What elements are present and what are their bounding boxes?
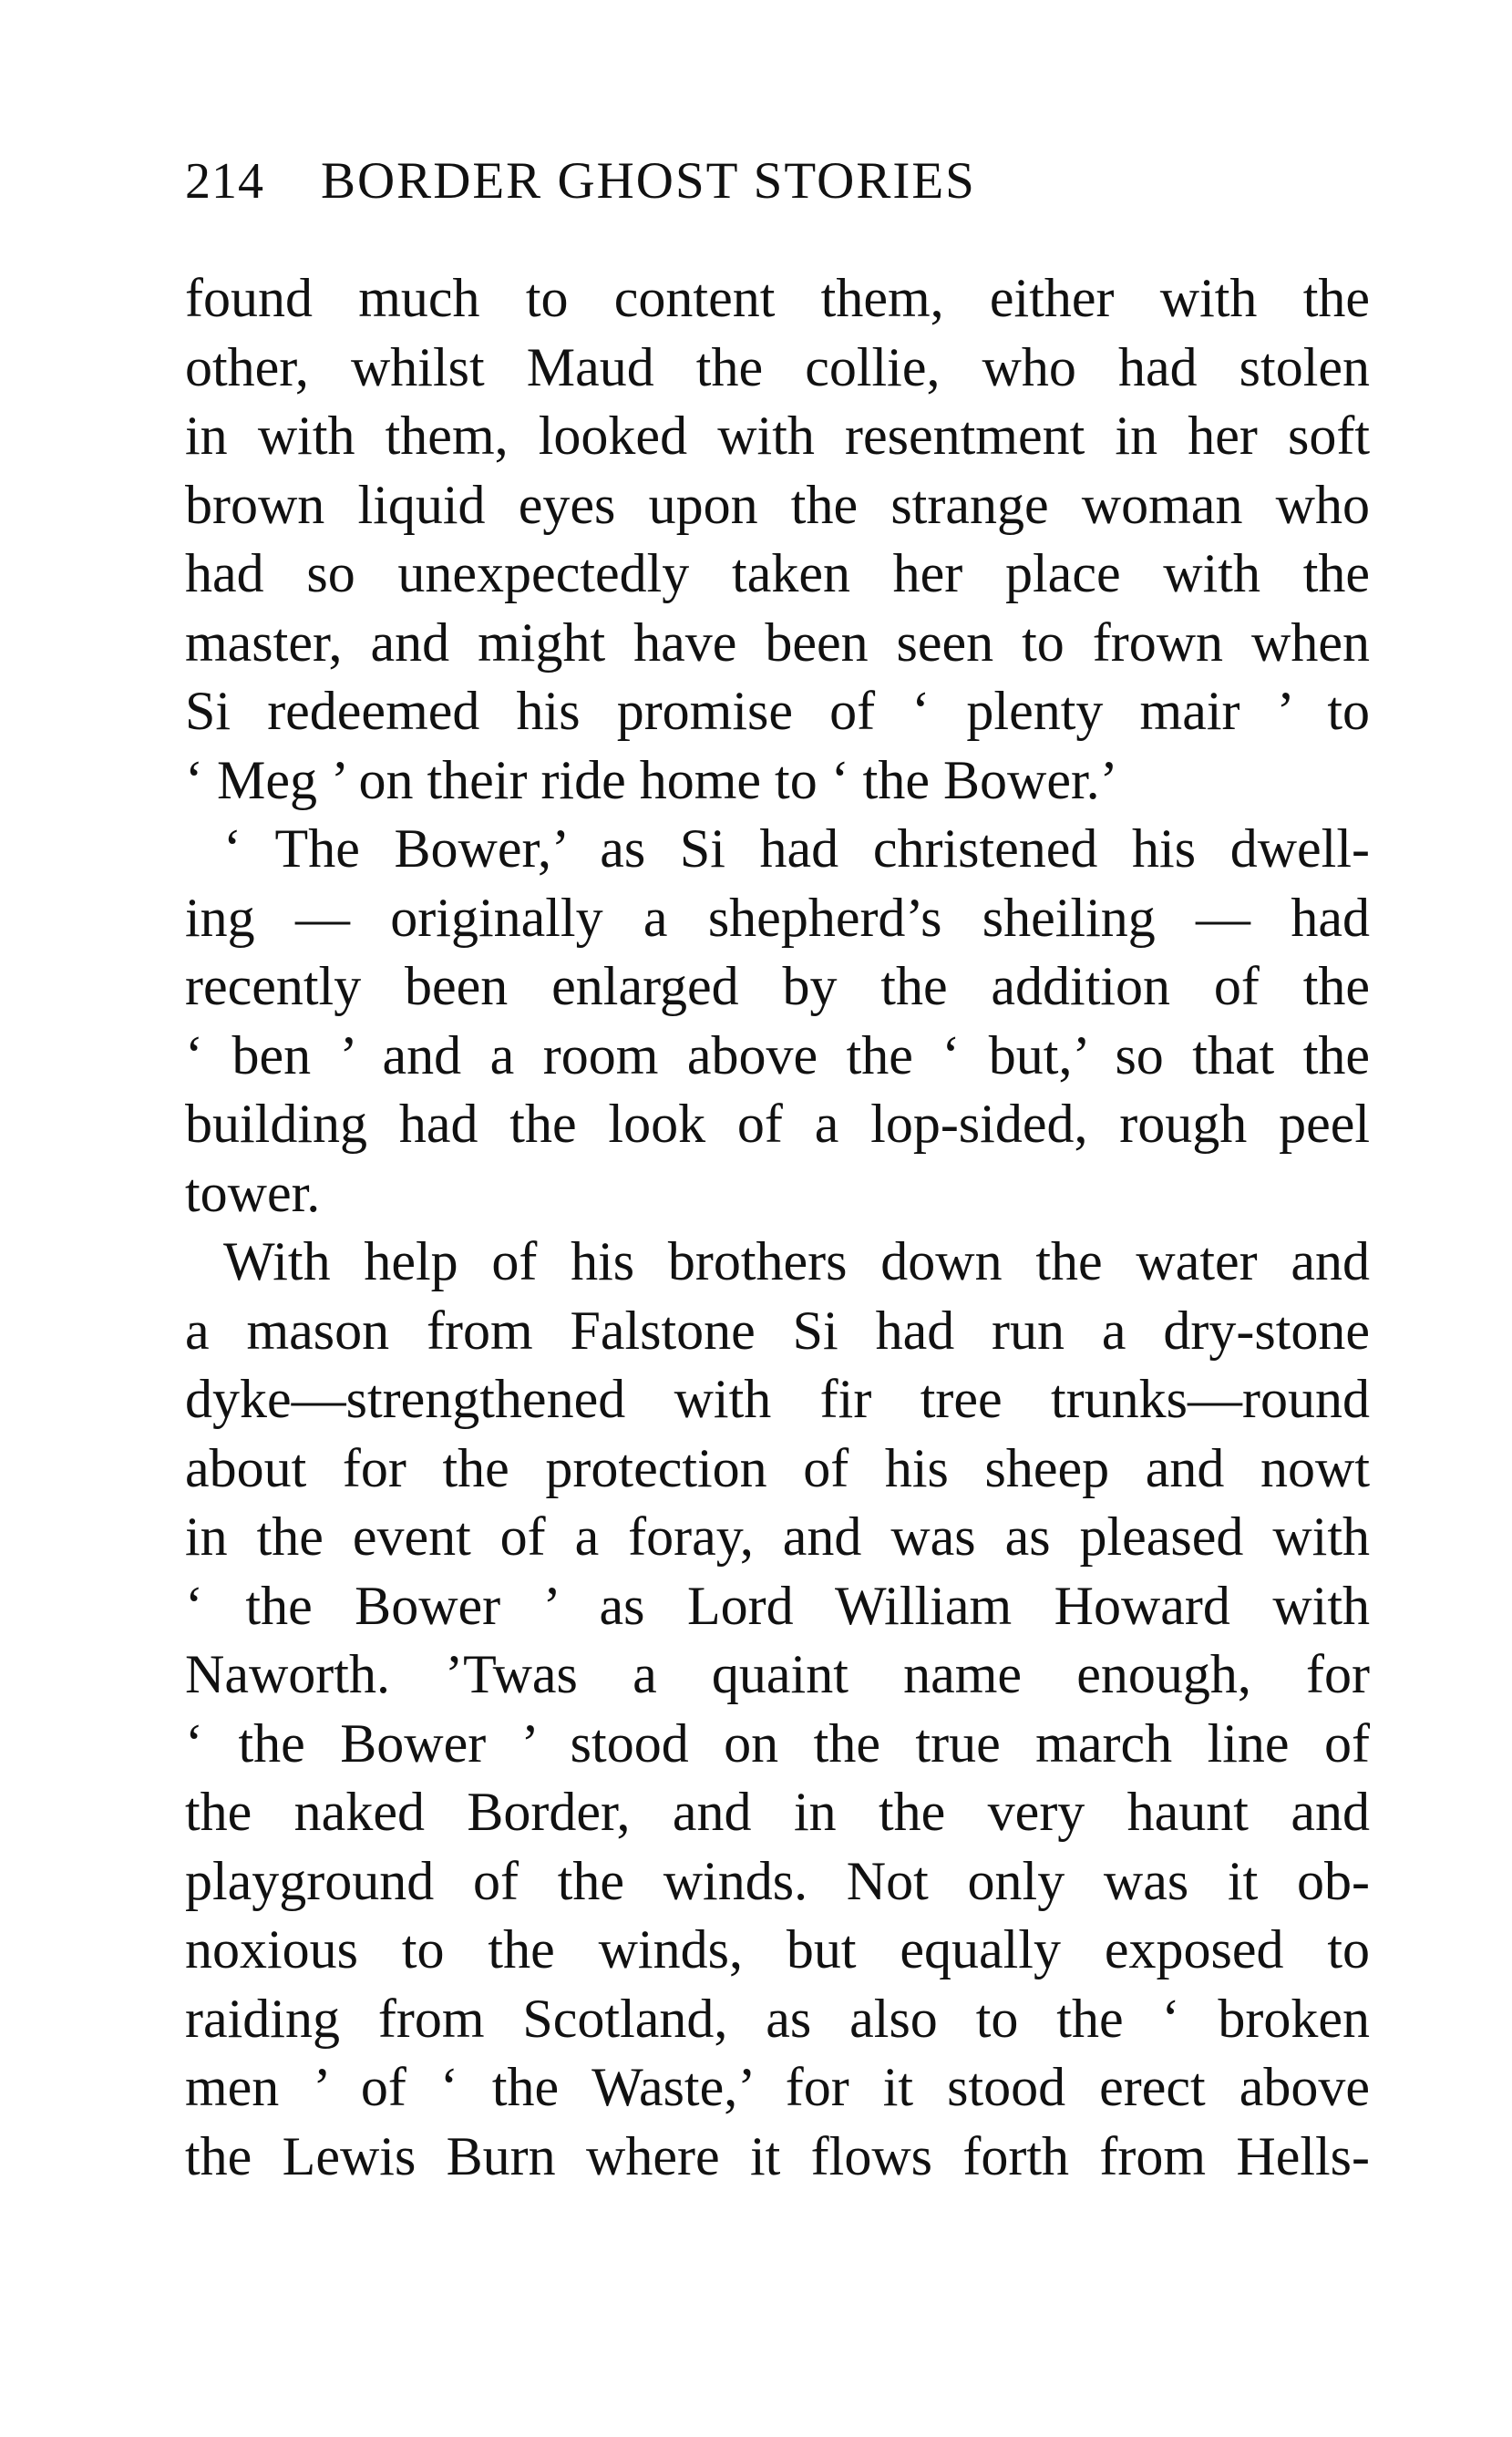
text-line: ‘ the Bower ’ stood on the true march line of	[185, 1712, 1370, 1774]
text-line: master, and might have been seen to frown when	[185, 612, 1370, 673]
body-text	[185, 264, 1370, 2191]
text-line: tower.	[185, 1162, 321, 1223]
running-head: BORDER GHOST STORIES	[321, 152, 976, 210]
text-line: a mason from Falstone Si had run a dry-stone	[185, 1300, 1370, 1361]
text-line: had so unexpectedly taken her place with the	[185, 543, 1370, 603]
text-line: the naked Border, and in the very haunt and	[185, 1782, 1370, 1842]
text-line: Naworth. ’Twas a quaint name enough, for	[185, 1644, 1370, 1704]
text-line: in the event of a foray, and was as pleased with	[185, 1506, 1370, 1567]
text-line: recently been enlarged by the addition of the	[185, 956, 1370, 1016]
text-line: other, whilst Maud the collie, who had stolen	[185, 336, 1370, 397]
text-line: in with them, looked with resentment in her soft	[185, 406, 1370, 466]
text-line: raiding from Scotland, as also to the ‘ broken	[185, 1988, 1370, 2049]
text-line: ‘ the Bower ’ as Lord William Howard with	[185, 1575, 1370, 1636]
text-line: ‘ Meg ’ on their ride home to ‘ the Bower.’	[185, 749, 1118, 810]
text-line: ‘ The Bower,’ as Si had christened his dwell-	[223, 818, 1370, 879]
text-line: Si redeemed his promise of ‘ plenty mair ’ to	[185, 681, 1370, 741]
text-line: dyke—strengthened with fir tree trunks—round	[185, 1369, 1370, 1429]
page-number: 214	[185, 153, 264, 210]
text-line: about for the protection of his sheep and nowt	[185, 1437, 1370, 1498]
text-line: ‘ ben ’ and a room above the ‘ but,’ so that the	[185, 1024, 1370, 1085]
text-line: playground of the winds. Not only was it ob-	[185, 1850, 1370, 1911]
page-header	[185, 151, 1370, 233]
text-line: the Lewis Burn where it flows forth from Hells-	[185, 2125, 1370, 2186]
text-line: men ’ of ‘ the Waste,’ for it stood erect above	[185, 2057, 1370, 2117]
text-line: found much to content them, either with the	[185, 268, 1370, 328]
text-line: noxious to the winds, but equally exposed to	[185, 1919, 1370, 1979]
text-line: ing — originally a shepherd’s sheiling — had	[185, 887, 1370, 948]
text-line: With help of his brothers down the water and	[223, 1231, 1370, 1291]
text-line: building had the look of a lop-sided, rough peel	[185, 1094, 1370, 1154]
text-line: brown liquid eyes upon the strange woman who	[185, 474, 1370, 535]
